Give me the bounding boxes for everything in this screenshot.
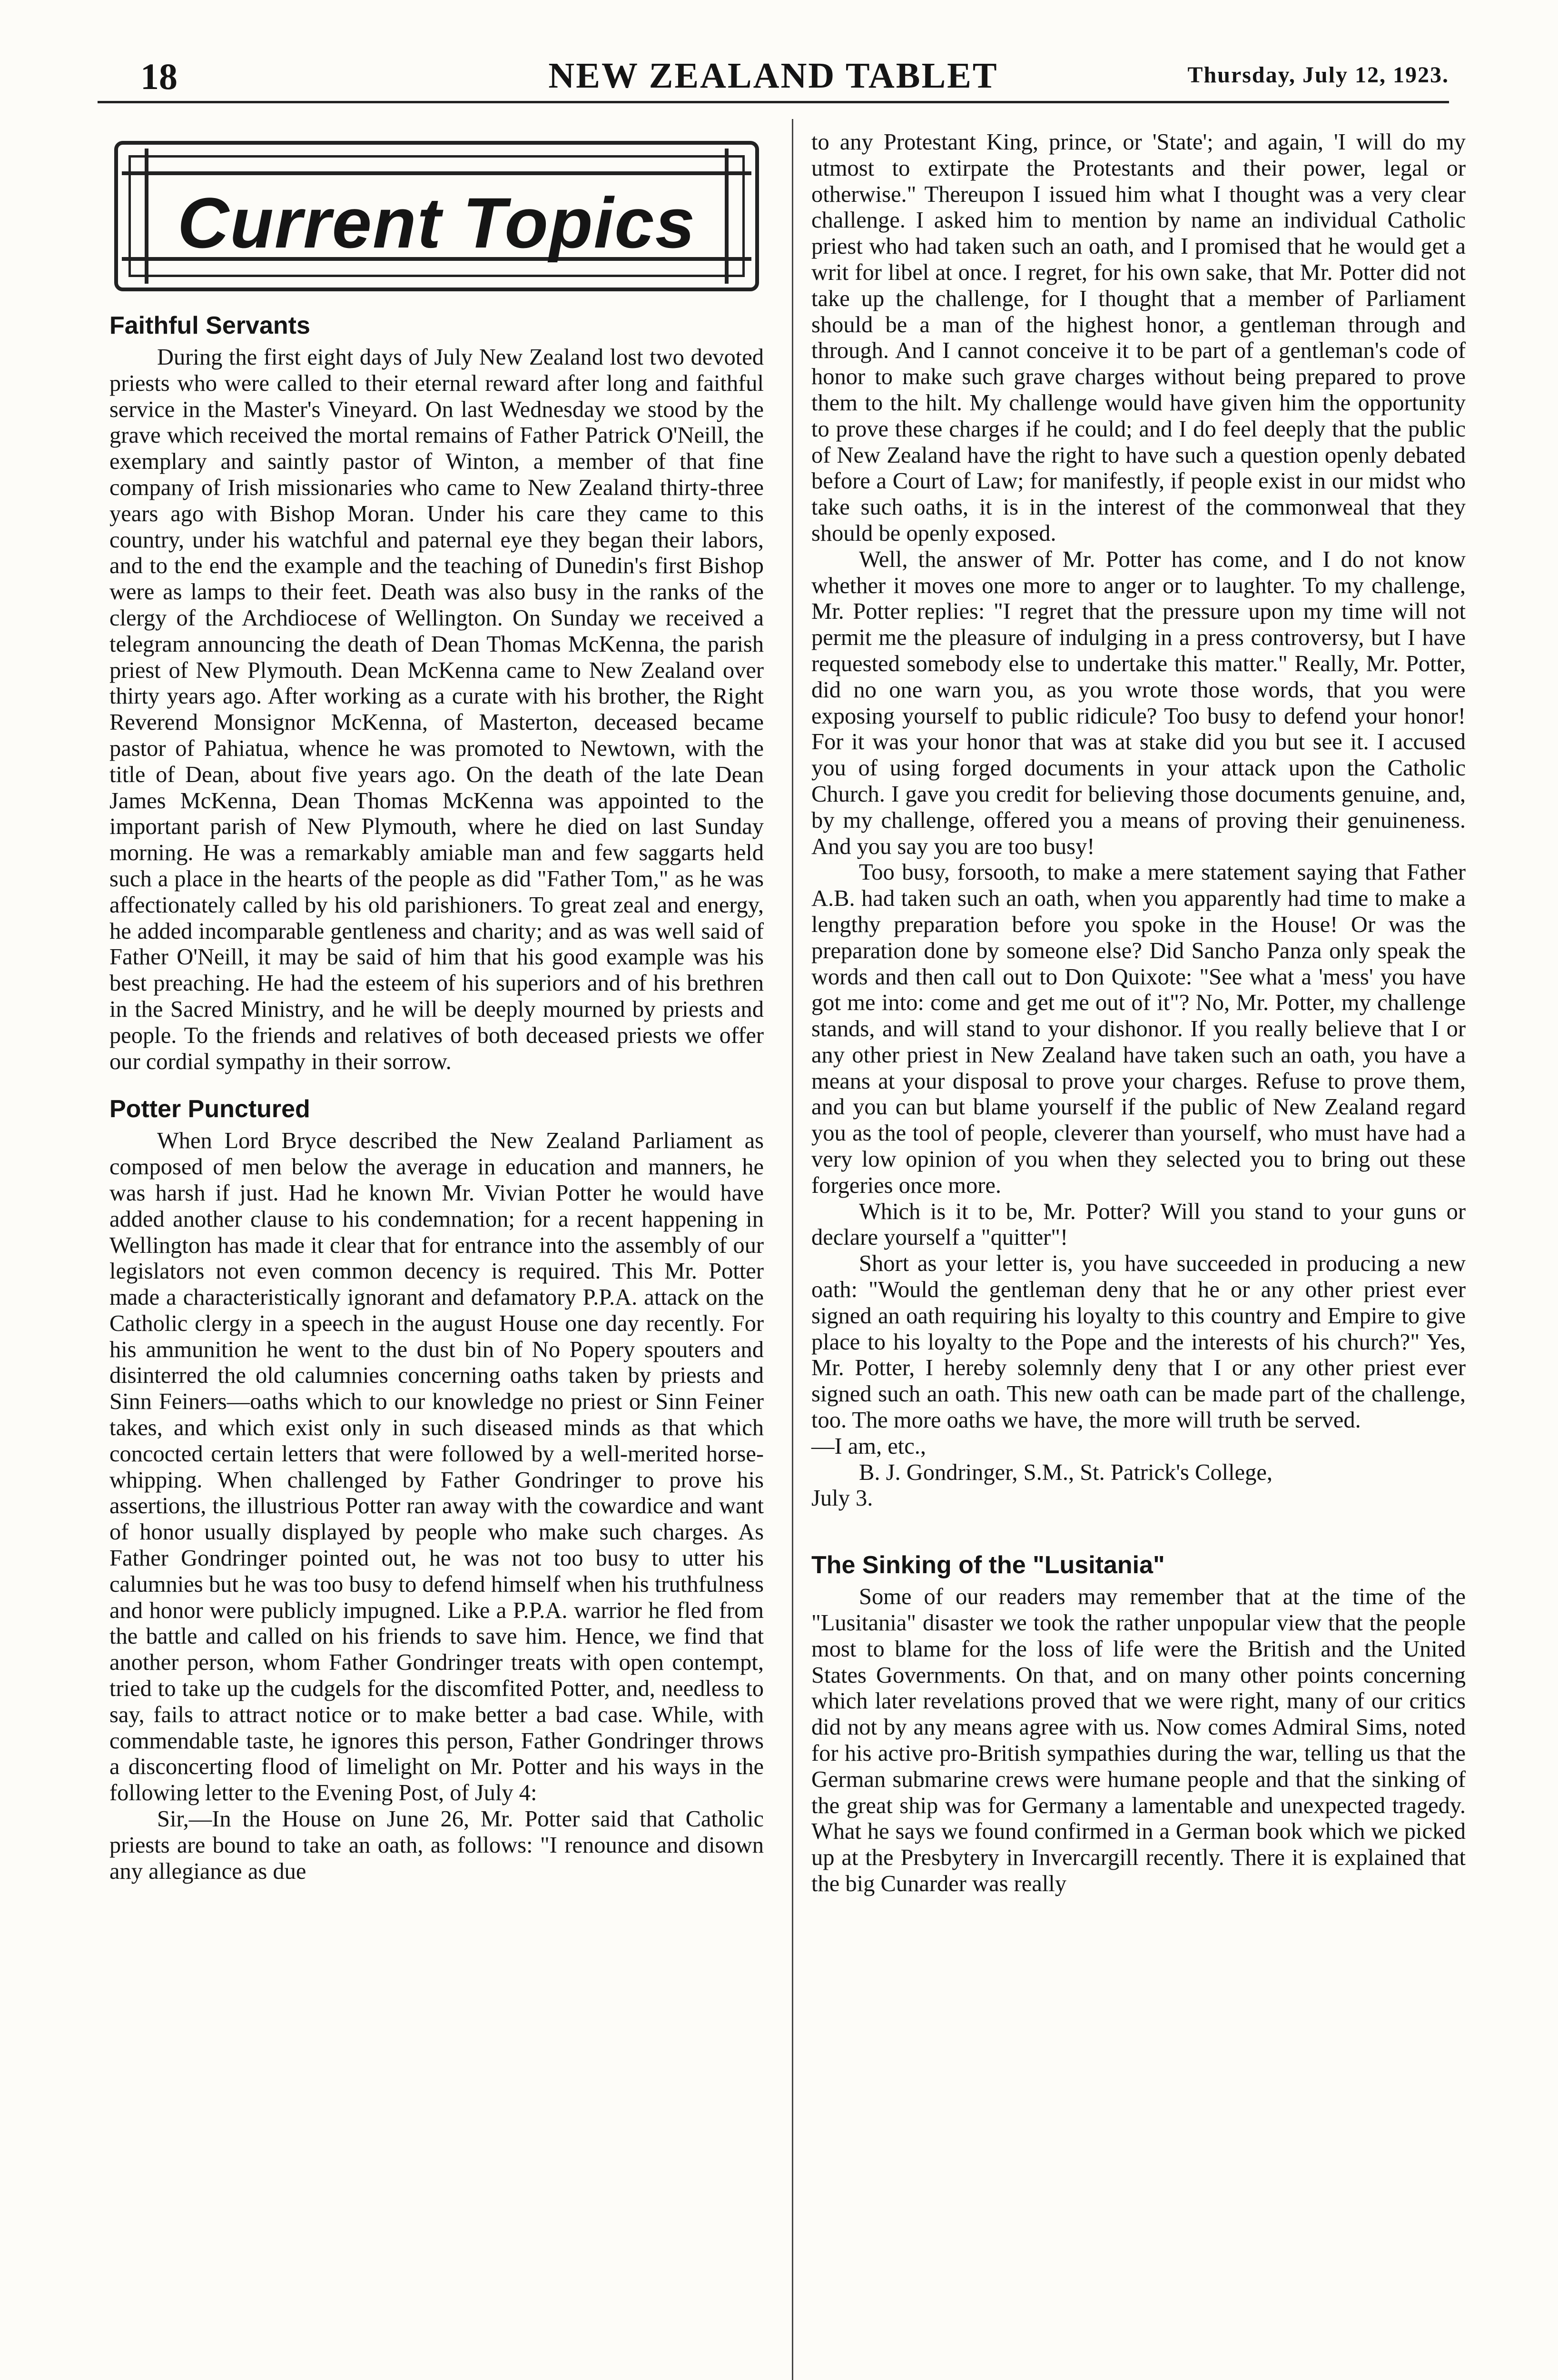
- letter-date: July 3.: [811, 1486, 873, 1511]
- letter-paragraph-continued: to any Protestant King, prince, or 'State'; and again, 'I will do my utmost to extirpate the Protestants and their power, legal or otherwise." Thereupon I issued him what I thought was a very clear challenge. I asked him to mention by name an individual Catholic priest who had taken such an oath, and I promised that he would get a writ for libel at once. I regret, for his own sake, that Mr. Potter did not take up the challenge, for I thought that a member of Parliament should be a man of the highest honor, a gentleman through and through. And I cannot conceive it to be part of a gentleman's code of honor to make such grave charges without being prepared to prove them to the hilt. My challenge would have given him the opportunity to prove these charges if he could; and I do feel deeply that the public of New Zealand have the right to have such a question openly debated before a Court of Law; for manifestly, if people exist in our midst who take such oaths, it is in the interest of the commonweal that they should be openly exposed.: [811, 129, 1466, 546]
- article-heading: The Sinking of the "Lusitania": [811, 1551, 1165, 1579]
- article-paragraph: When Lord Bryce described the New Zealand Parliament as composed of men below the average in education and manners, he was harsh if just. Had he known Mr. Vivian Potter he would have added another clause to his condemnation; for a recent happening in Wellington has made it clear that for entrance into the assembly of our legislators not even common decency is required. This Mr. Potter made a characteristically ignorant and defamatory P.P.A. attack on the Catholic clergy in a speech in the august House one day recently. For his ammunition he went to the dust bin of No Popery spouters and disinterred the old calumnies concerning oaths taken by priests and Sinn Feiners—oaths which to our knowledge no priest or Sinn Feiner takes, and which exist only in such diseased minds as that which concocted certain letters that were followed by a well-merited horse-whipping. When challenged by Father Gondringer to prove his assertions, the illustrious Potter ran away with the cowardice and want of honor usually displayed by people who make such charges. As Father Gondringer pointed out, he was not too busy to utter his calumnies but he was too busy to defend himself when his truthfulness and honor were publicly impugned. Like a P.P.A. warrior he fled from the battle and called on his friends to save him. Hence, we find that another person, whom Father Gondringer treats with open contempt, tried to take up the cudgels for the discomfited Potter, and, needless to say, fails to attract notice or to make better a bad case. While, with commendable taste, he ignores this person, Father Gondringer throws a disconcerting flood of limelight on Mr. Potter and his ways in the following letter to the Evening Post, of July 4:: [109, 1128, 764, 1806]
- article-heading: Faithful Servants: [109, 312, 310, 339]
- letter-paragraph-split: Sir,—In the House on June 26, Mr. Potter said that Catholic priests are bound to take an oath, as follows: "I renounce and disown any allegiance as due: [109, 1806, 764, 1884]
- masthead: [98, 51, 1449, 99]
- column-divider: [792, 119, 793, 2380]
- letter-closing: —I am, etc.,: [811, 1433, 927, 1459]
- letter-paragraph: Which is it to be, Mr. Potter? Will you stand to your guns or declare yourself a "quitter"!: [811, 1199, 1466, 1250]
- right-column: [811, 129, 1466, 1897]
- issue-date: Thursday, July 12, 1923.: [1187, 62, 1449, 88]
- newspaper-title: NEW ZEALAND TABLET: [548, 56, 998, 96]
- letter-paragraph: Short as your letter is, you have succeeded in producing a new oath: "Would the gentleman deny that he or any other priest ever signed an oath requiring his loyalty to this country and Empire to give place to his loyalty to the Pope and the interests of his church?" Yes, Mr. Potter, I hereby solemnly deny that I or any other priest ever signed such an oath. This new oath can be made part of the challenge, too. The more oaths we have, the more will truth be served.: [811, 1251, 1466, 1433]
- article-heading: Potter Punctured: [109, 1095, 310, 1123]
- page-number: 18: [140, 56, 177, 97]
- header-rule: [98, 101, 1449, 103]
- banner-title: Current Topics: [177, 183, 696, 263]
- article-paragraph: During the first eight days of July New Zealand lost two devoted priests who were called to their eternal reward after long and faithful service in the Master's Vineyard. On last Wednesday we stood by the grave which received the mortal remains of Father Patrick O'Neill, the exemplary and saintly pastor of Winton, a member of that fine company of Irish missionaries who came to New Zealand thirty-three years ago with Bishop Moran. Under his care they came to this country, under his watchful and paternal eye they began their labors, and to the end the example and the teaching of Dunedin's first Bishop were as lamps to their feet. Death was also busy in the ranks of the clergy of the Archdiocese of Wellington. On Sunday we received a telegram announcing the death of Dean Thomas McKenna, the parish priest of New Plymouth. Dean McKenna came to New Zealand over thirty years ago. After working as a curate with his brother, the Right Reverend Monsignor McKenna, of Masterton, deceased became pastor of Pahiatua, whence he was promoted to Newtown, with the title of Dean, about five years ago. On the death of the late Dean James McKenna, Dean Thomas McKenna was appointed to the important parish of New Plymouth, where he died on last Sunday morning. He was a remarkably amiable man and few saggarts held such a place in the hearts of the people as did "Father Tom," as he was affectionately called by his old parishioners. To great zeal and energy, he added incomparable gentleness and charity; and as was well said of Father O'Neill, it may be said of him that his good example was his best preaching. He had the esteem of his superiors and of his brethren in the Sacred Ministry, and he will be deeply mourned by priests and people. To the friends and relatives of both deceased priests we offer our cordial sympathy in their sorrow.: [109, 345, 764, 1074]
- article-paragraph: Some of our readers may remember that at the time of the "Lusitania" disaster we took the rather unpopular view that the people most to blame for the loss of life were the British and the United States Governments. On that, and on many other points concerning which later revelations proved that we were right, many of our critics did not by any means agree with us. Now comes Admiral Sims, noted for his active pro-British sympathies during the war, telling us that the German submarine crews were humane people and that the sinking of the great ship was for Germany a lamentable and unexpected tragedy. What he says we found confirmed in a German book which we picked up at the Presbytery in Invercargill recently. There it is explained that the big Cunarder was really: [811, 1584, 1466, 1896]
- letter-paragraph: Too busy, forsooth, to make a mere statement saying that Father A.B. had taken such an oath, when you apparently had time to make a lengthy preparation before you spoke in the House! Or was the preparation done by someone else? Did Sancho Panza only speak the words and then call out to Don Quixote: "See what a 'mess' you have got me into: come and get me out of it"? No, Mr. Potter, my challenge stands, and will stand to your dishonor. If you really believe that I or any other priest in New Zealand have taken such an oath, you have a means at your disposal to prove your charges. Refuse to prove them, and you can but blame yourself if the public of New Zealand regard you as the tool of people, cleverer than yourself, who must have had a very low opinion of you when they selected you to bring out these forgeries once more.: [811, 860, 1466, 1198]
- letter-signature: B. J. Gondringer, S.M., St. Patrick's College,: [859, 1459, 1272, 1485]
- letter-paragraph: Well, the answer of Mr. Potter has come, and I do not know whether it moves one more to anger or to laughter. To my challenge, Mr. Potter replies: "I regret that the pressure upon my time will not permit me the pleasure of indulging in a press controversy, but I have requested somebody else to undertake this matter." Really, Mr. Potter, did no one warn you, as you wrote those words, that you were exposing yourself to public ridicule? Too busy to defend your honor! For it was your honor that was at stake did you but see it. I accused you of using forged documents in your attack upon the Catholic Church. I gave you credit for believing those documents genuine, and, by my challenge, offered you a means of proving their genuineness. And you say you are too busy!: [811, 546, 1466, 859]
- left-column: [109, 131, 764, 1884]
- current-topics-banner: [114, 141, 759, 291]
